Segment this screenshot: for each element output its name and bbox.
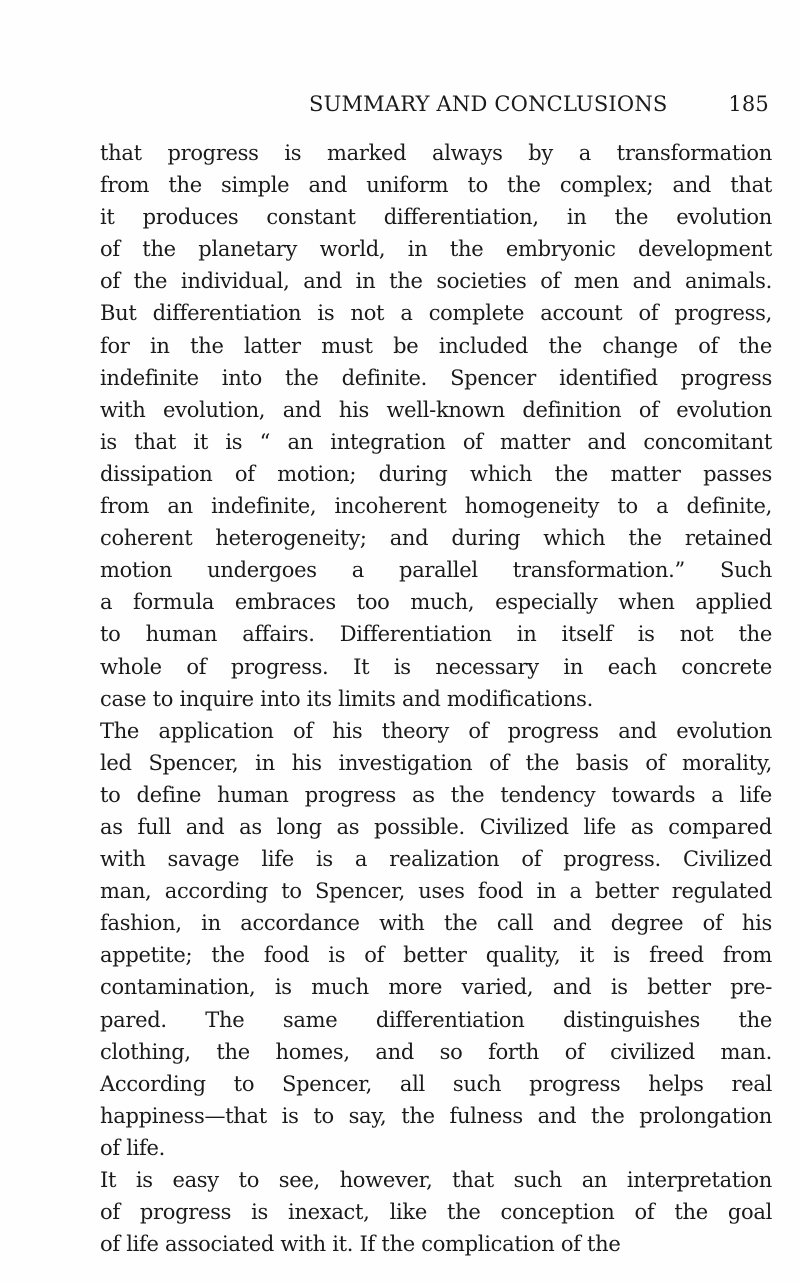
text-line: According to Spencer, all such progress helps real bbox=[100, 1071, 772, 1096]
text-line: it produces constant differentiation, in the evolution bbox=[100, 205, 772, 230]
text-line: to human affairs. Differentiation in itself is not the bbox=[100, 622, 772, 647]
text-line: But differentiation is not a complete account of progress, bbox=[100, 301, 772, 326]
text-line: of the individual, and in the societies of men and animals. bbox=[100, 269, 772, 294]
text-line: from an indefinite, incoherent homogeneity to a definite, bbox=[100, 494, 772, 519]
text-line: of progress is inexact, like the conception of the goal bbox=[100, 1200, 772, 1225]
text-line: as full and as long as possible. Civilized life as compared bbox=[100, 814, 772, 839]
text-line: fashion, in accordance with the call and degree of his bbox=[100, 911, 772, 936]
text-line: pared. The same differentiation distinguishes the bbox=[100, 1007, 772, 1032]
text-line: is that it is “ an integration of matter and concomitant bbox=[100, 429, 772, 454]
text-line: for in the latter must be included the change of the bbox=[100, 333, 772, 358]
text-line: that progress is marked always by a transformation bbox=[100, 141, 772, 165]
text-line: with savage life is a realization of progress. Civilized bbox=[100, 847, 772, 872]
text-line: clothing, the homes, and so forth of civilized man. bbox=[100, 1039, 772, 1064]
text-line: indefinite into the definite. Spencer identified progress bbox=[100, 365, 772, 390]
text-line: dissipation of motion; during which the matter passes bbox=[100, 461, 772, 486]
text-line: appetite; the food is of better quality, it is freed from bbox=[100, 943, 772, 968]
text-line: of life. bbox=[100, 1135, 165, 1160]
text-line: It is easy to see, however, that such an interpretation bbox=[100, 1168, 772, 1192]
text-line: of the planetary world, in the embryonic development bbox=[100, 237, 772, 262]
page-number: 185 bbox=[728, 92, 769, 116]
text-line: motion undergoes a parallel transformation.” Such bbox=[100, 558, 772, 583]
text-line: from the simple and uniform to the complex; and that bbox=[100, 173, 772, 198]
header-title: SUMMARY AND CONCLUSIONS bbox=[309, 92, 668, 116]
text-line: case to inquire into its limits and modifications. bbox=[100, 686, 593, 711]
text-line: with evolution, and his well-known definition of evolution bbox=[100, 397, 772, 422]
running-header bbox=[309, 92, 769, 122]
text-line: to define human progress as the tendency towards a life bbox=[100, 782, 772, 807]
text-line: happiness—that is to say, the fulness and the prolongation bbox=[100, 1103, 772, 1128]
text-line: The application of his theory of progress and evolution bbox=[100, 718, 772, 743]
text-line: led Spencer, in his investigation of the basis of morality, bbox=[100, 750, 772, 775]
text-line: whole of progress. It is necessary in each concrete bbox=[100, 654, 772, 679]
text-line: contamination, is much more varied, and is better pre- bbox=[100, 975, 772, 1000]
text-line: a formula embraces too much, especially when applied bbox=[100, 590, 772, 615]
text-line: of life associated with it. If the complication of the bbox=[100, 1232, 621, 1257]
text-line: coherent heterogeneity; and during which the retained bbox=[100, 526, 772, 551]
body-text bbox=[100, 137, 772, 1260]
text-line: man, according to Spencer, uses food in a better regulated bbox=[100, 879, 772, 904]
